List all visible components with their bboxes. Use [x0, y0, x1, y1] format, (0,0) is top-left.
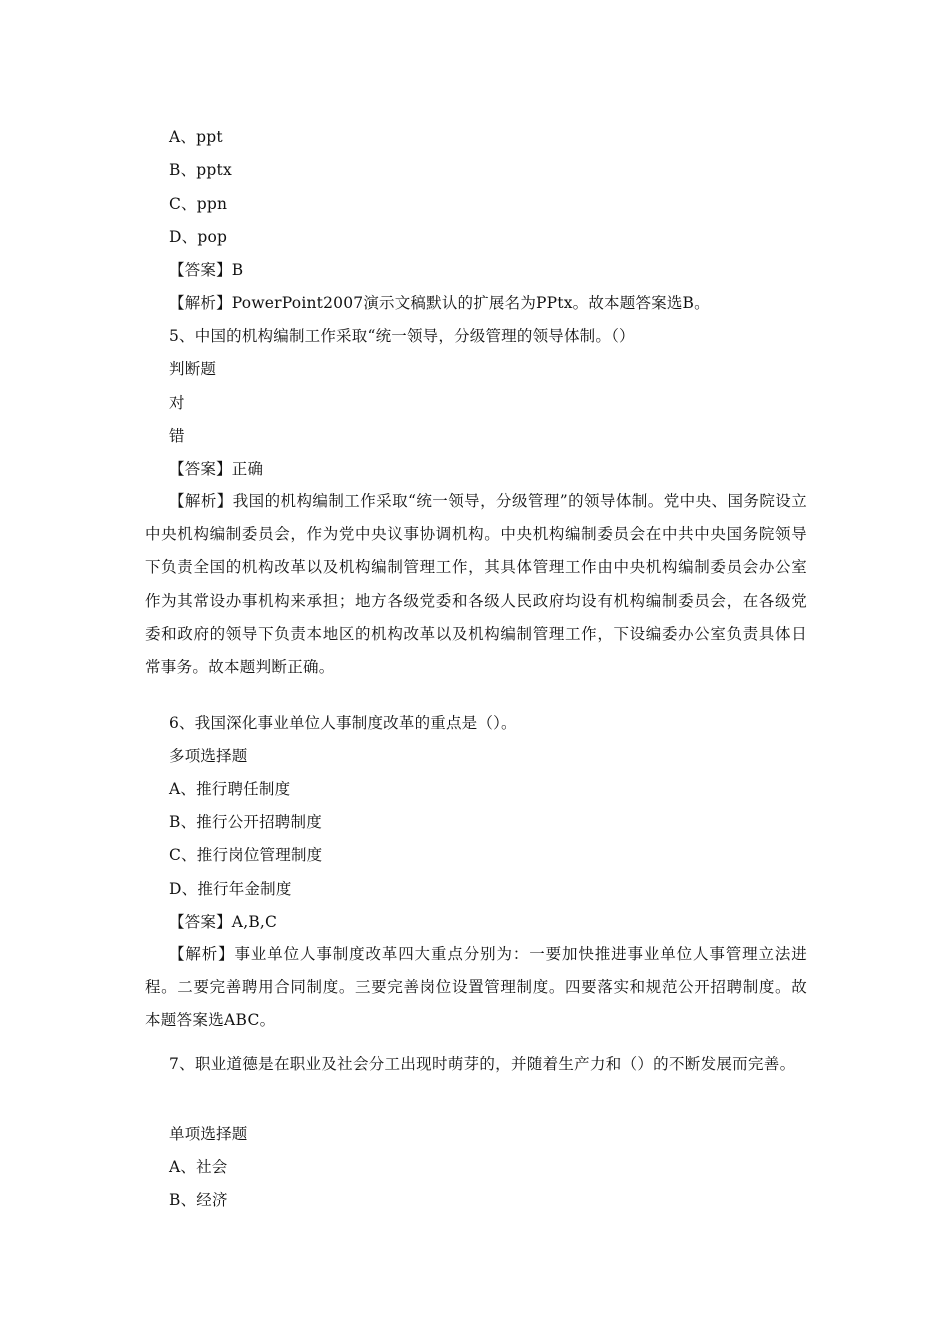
- q4-option-d: D、pop: [169, 228, 228, 246]
- q6-option-a: A、推行聘任制度: [169, 780, 291, 798]
- q6-answer: 【答案】A,B,C: [169, 913, 278, 931]
- q5-question: 5、中国的机构编制工作采取“统一领导，分级管理的领导体制。（）: [169, 327, 635, 345]
- q6-option-d: D、推行年金制度: [169, 880, 292, 898]
- q5-answer: 【答案】正确: [169, 460, 264, 478]
- q6-type: 多项选择题: [169, 747, 248, 765]
- q4-option-a: A、ppt: [169, 128, 223, 146]
- q5-analysis: 【解析】我国的机构编制工作采取“统一领导，分级管理”的领导体制。党中央、国务院设立中央机构编制委员会，作为党中央议事协调机构。中央机构编制委员会在中共中央国务院领导下负责全国的机构改革以及机构编制管理工作，其具体管理工作由中央机构编制委员会办公室作为其常设办事机构来承担；地方各级党委和各级人民政府均设有机构编制委员会，在各级党委和政府的领导下负责本地区的机构改革以及机构编制管理工作，下设编委办公室负责具体日常事务。故本题判断正确。: [145, 492, 807, 677]
- q5-option-false: 错: [169, 427, 185, 445]
- q4-option-c: C、ppn: [169, 195, 228, 213]
- q6-option-b: B、推行公开招聘制度: [169, 813, 322, 831]
- q6-question: 6、我国深化事业单位人事制度改革的重点是（）。: [169, 714, 517, 732]
- q4-answer: 【答案】B: [169, 261, 244, 279]
- q6-analysis: 【解析】事业单位人事制度改革四大重点分别为：一要加快推进事业单位人事管理立法进程。二要完善聘用合同制度。三要完善岗位设置管理制度。四要落实和规范公开招聘制度。故本题答案选ABC。: [145, 945, 807, 1030]
- q7-option-a: A、社会: [169, 1158, 228, 1176]
- q6-option-c: C、推行岗位管理制度: [169, 846, 323, 864]
- q4-analysis: 【解析】PowerPoint2007演示文稿默认的扩展名为PPtx。故本题答案选B。: [169, 294, 710, 312]
- q5-type: 判断题: [169, 360, 217, 378]
- q5-option-true: 对: [169, 394, 185, 412]
- q7-question: 7、职业道德是在职业及社会分工出现时萌芽的，并随着生产力和（）的不断发展而完善。: [169, 1055, 796, 1073]
- q7-option-b: B、经济: [169, 1191, 228, 1209]
- q7-type: 单项选择题: [169, 1125, 248, 1143]
- q4-option-b: B、pptx: [169, 161, 232, 179]
